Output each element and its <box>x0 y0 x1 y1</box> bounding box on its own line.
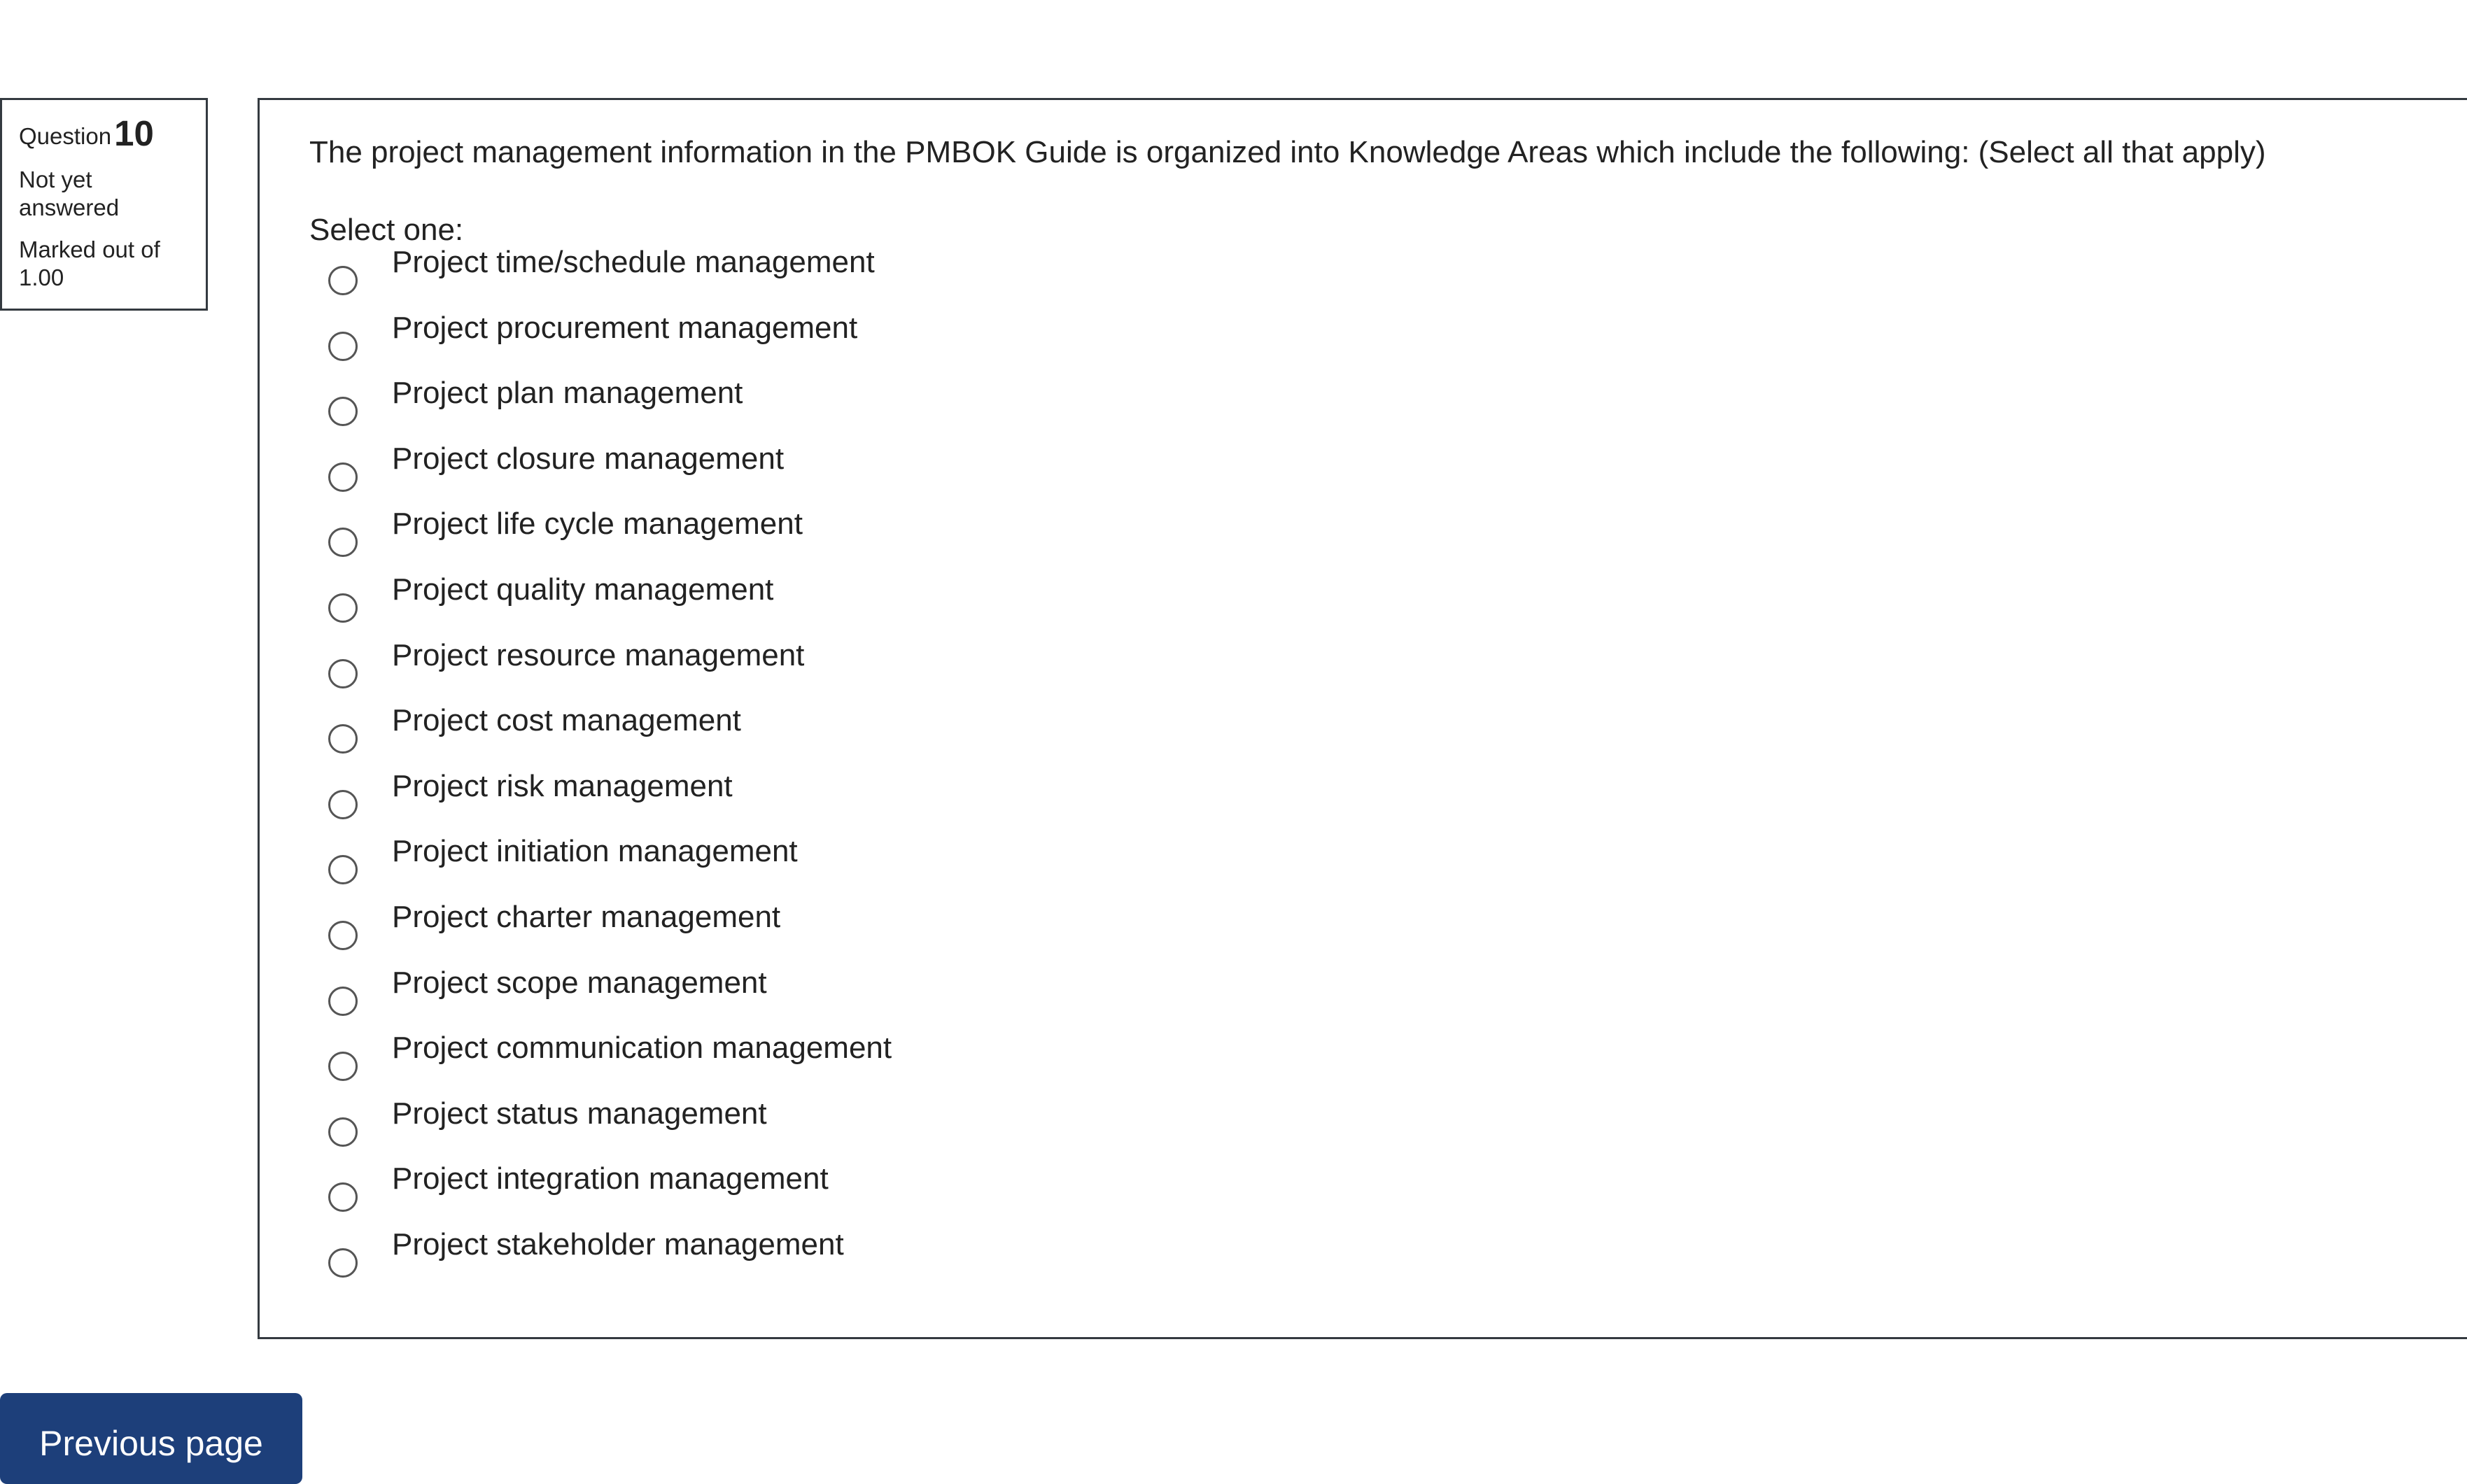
answer-option-label[interactable]: Project charter management <box>392 899 781 934</box>
answer-option-label[interactable]: Project status management <box>392 1096 767 1131</box>
question-label: Question <box>19 123 112 149</box>
question-text: The project management information in the PMBOK Guide is organized into Knowledge Areas which include the following: (Select all that apply) <box>309 135 2266 169</box>
radio-button[interactable] <box>328 332 358 361</box>
question-content <box>258 98 2467 1339</box>
radio-button[interactable] <box>328 462 358 492</box>
answer-option-label[interactable]: Project resource management <box>392 637 805 672</box>
answer-option-label[interactable]: Project communication management <box>392 1031 892 1066</box>
radio-button[interactable] <box>328 659 358 688</box>
radio-button[interactable] <box>328 1182 358 1212</box>
radio-button[interactable] <box>328 397 358 426</box>
answer-option-label[interactable]: Project plan management <box>392 376 743 411</box>
radio-button[interactable] <box>328 528 358 557</box>
question-number-line <box>19 113 206 153</box>
answer-option-label[interactable]: Project life cycle management <box>392 507 803 542</box>
radio-button[interactable] <box>328 1117 358 1147</box>
question-number: 10 <box>114 113 154 153</box>
answer-option-label[interactable]: Project quality management <box>392 572 774 607</box>
question-state: Not yet answered <box>19 167 120 220</box>
radio-button[interactable] <box>328 921 358 950</box>
radio-button[interactable] <box>328 593 358 623</box>
question-grade: Marked out of 1.00 <box>19 236 160 290</box>
answer-option-label[interactable]: Project time/schedule management <box>392 245 875 279</box>
answer-option-label[interactable]: Project scope management <box>392 965 767 1000</box>
answer-option-label[interactable]: Project risk management <box>392 768 733 803</box>
question-info-panel <box>0 98 208 311</box>
radio-button[interactable] <box>328 1248 358 1278</box>
radio-button[interactable] <box>328 855 358 884</box>
answer-option-label[interactable]: Project initiation management <box>392 834 798 869</box>
radio-button[interactable] <box>328 1052 358 1081</box>
radio-button[interactable] <box>328 266 358 295</box>
answer-option-label[interactable]: Project closure management <box>392 441 785 476</box>
previous-page-button[interactable]: Previous page <box>0 1393 302 1484</box>
radio-button[interactable] <box>328 790 358 819</box>
radio-button[interactable] <box>328 724 358 754</box>
answer-option-label[interactable]: Project procurement management <box>392 310 858 345</box>
answer-option-label[interactable]: Project stakeholder management <box>392 1227 844 1262</box>
radio-button[interactable] <box>328 987 358 1016</box>
answer-option-label[interactable]: Project integration management <box>392 1161 829 1196</box>
answer-prompt: Select one: <box>309 213 464 247</box>
answer-option-label[interactable]: Project cost management <box>392 703 741 738</box>
